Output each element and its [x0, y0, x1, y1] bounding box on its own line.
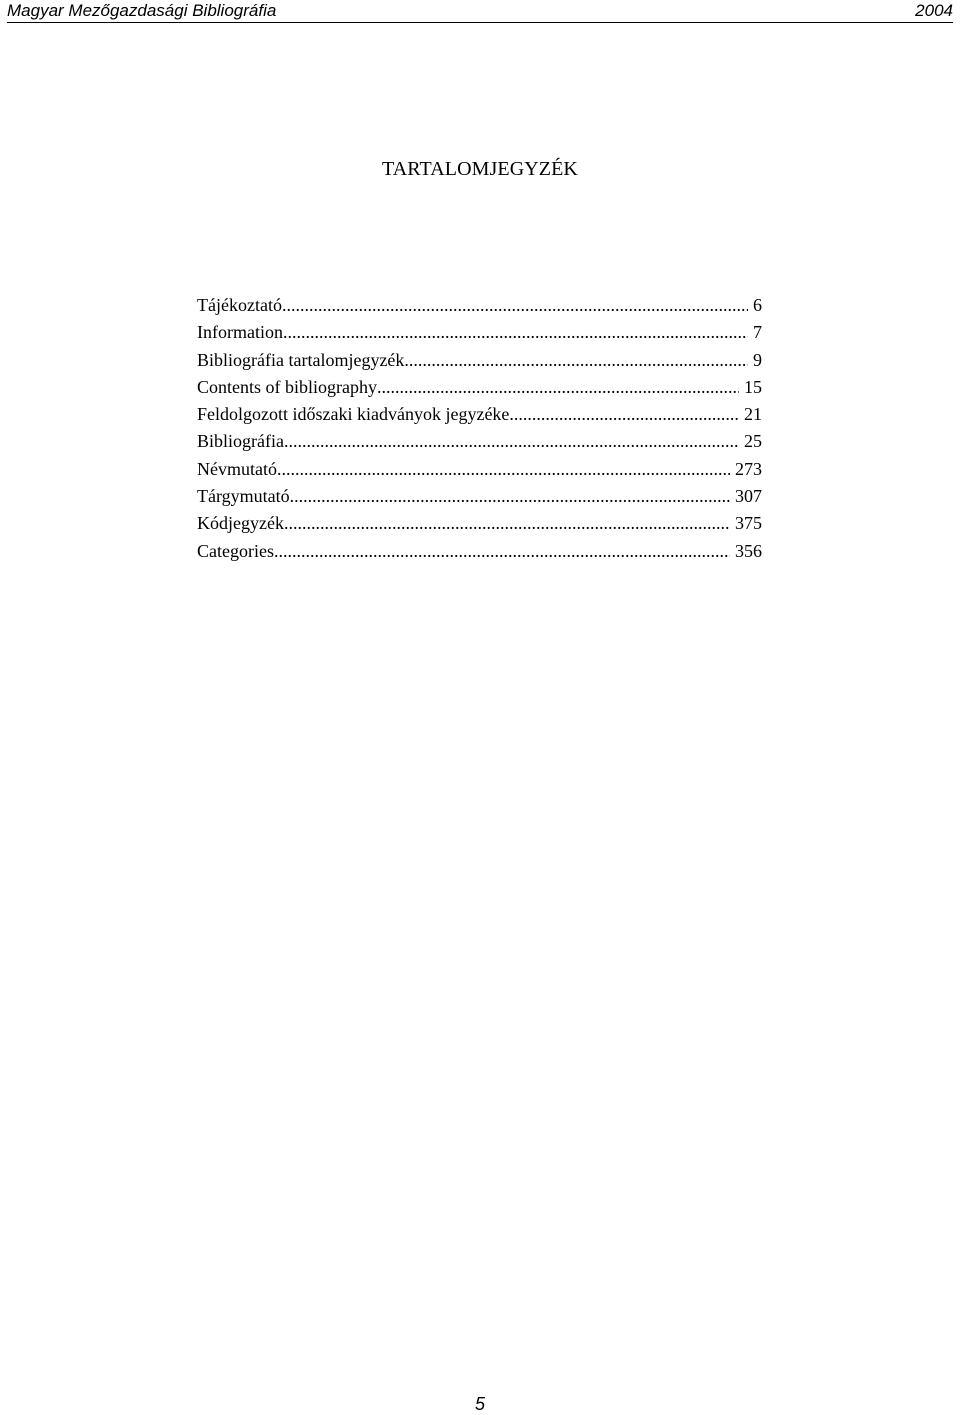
toc-entry: [197, 483, 762, 510]
dot-leader: [290, 483, 730, 510]
toc-entry-title: Contents of bibliography: [197, 376, 377, 397]
dot-leader: [274, 538, 730, 565]
dot-leader: [277, 456, 730, 483]
page-title: TARTALOMJEGYZÉK: [382, 158, 578, 180]
toc-entry-page: 21: [744, 404, 762, 425]
toc-entry-page: 273: [735, 458, 762, 479]
toc-entry-title: Tárgymutató: [197, 486, 290, 507]
dot-leader: [509, 401, 739, 428]
dot-leader: [404, 347, 748, 374]
toc-entry: [197, 292, 762, 319]
dot-leader: [377, 374, 739, 401]
publication-title: Magyar Mezőgazdasági Bibliográfia: [7, 1, 277, 20]
toc-entry: [197, 456, 762, 483]
dot-leader: [282, 292, 748, 319]
toc-entry-title: Feldolgozott időszaki kiadványok jegyzéke: [197, 404, 510, 425]
toc-entry: [197, 374, 762, 401]
toc-entry-page: 356: [735, 540, 762, 561]
publication-year: 2004: [915, 1, 953, 20]
toc-entry-title: Information: [197, 322, 283, 343]
page-number: 5: [474, 1394, 485, 1414]
toc-entry-page: 6: [753, 295, 762, 315]
toc-entry-title: Kódjegyzék: [197, 513, 284, 534]
toc-entry-title: Névmutató: [197, 458, 277, 479]
dot-leader: [283, 319, 748, 346]
toc-entry-page: 25: [744, 431, 762, 452]
running-header: [7, 0, 953, 23]
toc-entry-page: 375: [735, 513, 762, 534]
toc-entry-title: Bibliográfia tartalomjegyzék: [197, 349, 405, 370]
toc-entry: [197, 319, 762, 346]
table-of-contents: [197, 292, 762, 565]
toc-entry: [197, 401, 762, 428]
toc-entry: [197, 347, 762, 374]
dot-leader: [284, 510, 730, 537]
toc-entry: [197, 428, 762, 455]
toc-entry-page: 307: [735, 486, 762, 507]
toc-entry: [197, 510, 762, 537]
dot-leader: [284, 428, 739, 455]
toc-entry-title: Tájékoztató: [197, 295, 282, 315]
toc-entry: [197, 538, 762, 565]
toc-entry-title: Bibliográfia: [197, 431, 284, 452]
toc-entry-title: Categories: [197, 540, 274, 561]
toc-entry-page: 7: [753, 322, 762, 343]
toc-entry-page: 15: [744, 376, 762, 397]
toc-entry-page: 9: [753, 349, 762, 370]
